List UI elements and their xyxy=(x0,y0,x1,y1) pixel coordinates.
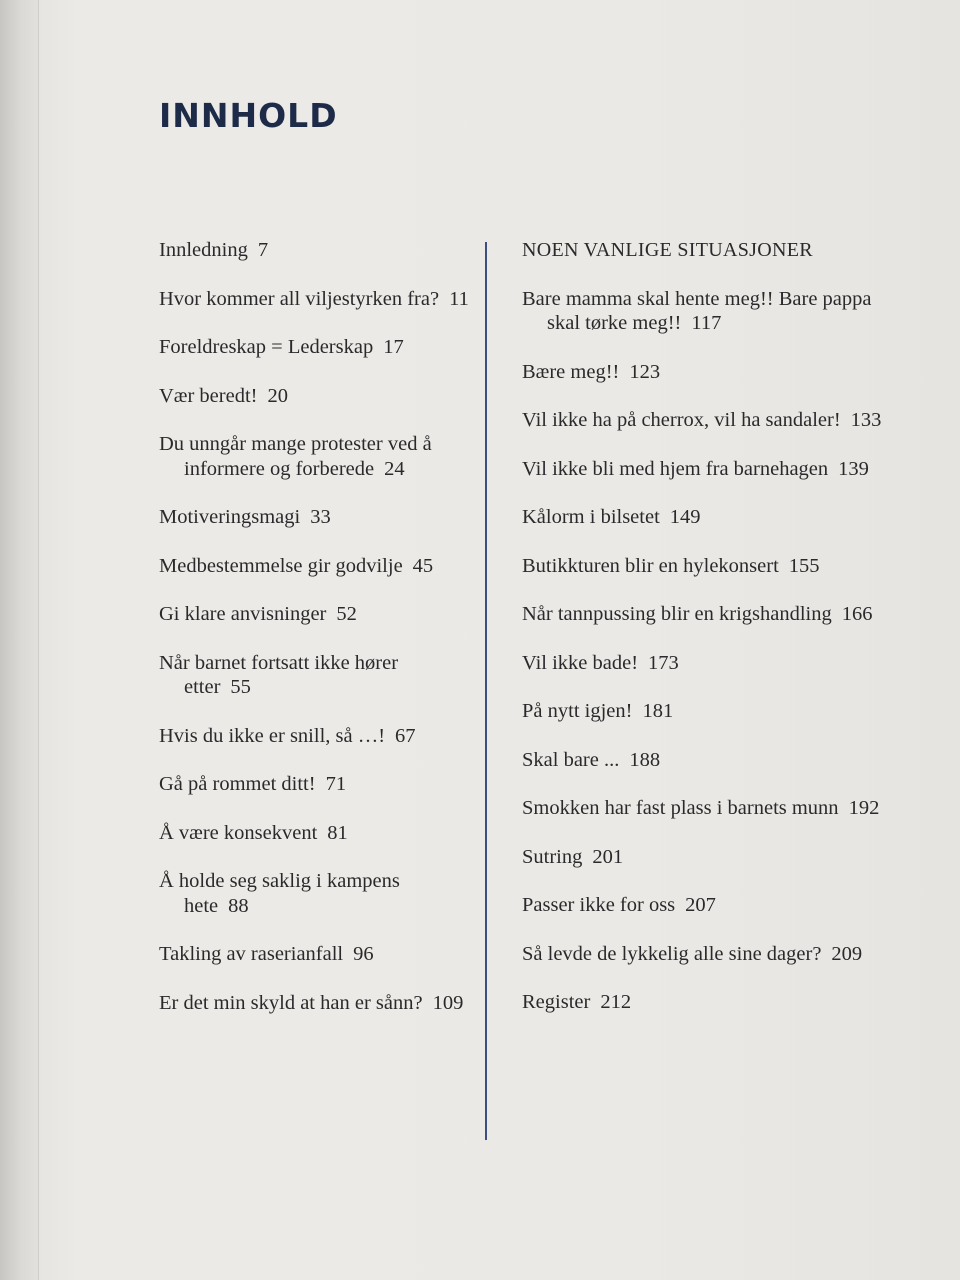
toc-entry xyxy=(159,287,469,312)
toc-entry xyxy=(522,457,882,482)
toc-entry xyxy=(159,554,469,579)
toc-entry-title: Smokken har fast plass i barnets munn xyxy=(522,797,839,819)
toc-entry-page: 117 xyxy=(691,312,722,334)
toc-entry-title: Så levde de lykkelig alle sine dager? xyxy=(522,942,822,965)
toc-entry xyxy=(159,602,469,627)
toc-entry xyxy=(159,238,469,263)
toc-entry-title: Foreldreskap = Lederskap xyxy=(159,336,374,358)
toc-entry xyxy=(522,505,882,530)
toc-entry-page: 209 xyxy=(831,942,863,965)
toc-entry-title: Hvis du ikke er snill, så …! xyxy=(159,724,386,747)
toc-entry-title: Gå på rommet ditt! xyxy=(159,773,316,795)
toc-entry xyxy=(522,845,882,870)
toc-entry-title: Bare mamma skal hente meg!! Bare pappa skal tørke meg!! xyxy=(522,287,872,334)
toc-entry-page: 67 xyxy=(395,724,416,747)
toc-entry xyxy=(159,991,469,1016)
toc-entry xyxy=(522,602,882,627)
book-page xyxy=(38,0,960,1280)
page-title: INNHOLD xyxy=(159,96,338,135)
toc-entry xyxy=(159,821,469,846)
toc-entry xyxy=(159,432,469,481)
toc-entry-page: 123 xyxy=(629,360,661,383)
toc-left-column xyxy=(159,238,469,1039)
toc-entry-page: 139 xyxy=(838,457,869,480)
toc-entry-page: 33 xyxy=(310,506,331,528)
toc-entry xyxy=(159,869,469,918)
toc-entry-page: 17 xyxy=(383,336,404,358)
toc-entry-page: 45 xyxy=(412,554,434,577)
toc-entry-page: 207 xyxy=(685,894,716,916)
toc-entry-page: 20 xyxy=(267,384,288,407)
toc-entry-page: 155 xyxy=(788,554,820,577)
toc-entry xyxy=(159,384,469,409)
toc-entry xyxy=(522,699,882,724)
toc-entry-title: Vær beredt! xyxy=(159,384,258,407)
toc-entry xyxy=(159,724,469,749)
toc-entry xyxy=(522,554,882,579)
toc-entry-title: Gi klare anvisninger xyxy=(159,603,327,625)
toc-entry-title: Medbestemmelse gir godvilje xyxy=(159,554,403,577)
toc-entry-title: Når barnet fortsatt ikke hører etter xyxy=(159,651,399,698)
toc-entry-page: 11 xyxy=(449,287,469,310)
toc-entry-title: Passer ikke for oss xyxy=(522,894,676,916)
toc-entry-title: Skal bare ... xyxy=(522,748,620,771)
toc-entry-title: Butikkturen blir en hylekonsert xyxy=(522,554,779,577)
toc-entry-title: Innledning xyxy=(159,239,248,261)
toc-entry-page: 201 xyxy=(592,845,624,868)
toc-entry xyxy=(522,287,882,336)
toc-entry-page: 52 xyxy=(336,603,357,625)
toc-entry-page: 188 xyxy=(629,748,661,771)
toc-entry-title: Du unngår mange protester ved å informere og forberede xyxy=(159,433,432,480)
toc-entry-page: 212 xyxy=(600,991,632,1013)
toc-entry-title: Register xyxy=(522,991,591,1013)
toc-entry-title: Kålorm i bilsetet xyxy=(522,506,660,528)
toc-entry xyxy=(159,772,469,797)
toc-entry-title: Vil ikke ha på cherrox, vil ha sandaler! xyxy=(522,409,841,431)
toc-entry-title: Er det min skyld at han er sånn? xyxy=(159,991,423,1014)
toc-entry-title: Motiveringsmagi xyxy=(159,506,301,528)
toc-entry-page: 24 xyxy=(384,457,405,480)
toc-right-list xyxy=(522,287,882,1015)
toc-entry-title: Sutring xyxy=(522,845,583,868)
toc-entry xyxy=(522,893,882,918)
toc-entry xyxy=(522,408,882,433)
toc-entry xyxy=(522,942,882,967)
toc-entry-page: 173 xyxy=(648,651,679,674)
toc-entry-page: 109 xyxy=(432,991,464,1014)
toc-entry xyxy=(522,651,882,676)
toc-entry xyxy=(159,651,469,700)
toc-entry xyxy=(522,796,882,821)
toc-entry-title: Bære meg!! xyxy=(522,360,620,383)
toc-entry-page: 181 xyxy=(642,700,674,722)
toc-entry xyxy=(522,360,882,385)
toc-entry-page: 81 xyxy=(327,821,348,844)
toc-entry-title: Å være konsekvent xyxy=(159,821,318,844)
toc-entry xyxy=(522,748,882,773)
toc-entry-title: Vil ikke bade! xyxy=(522,651,639,674)
toc-entry-page: 55 xyxy=(230,676,251,698)
toc-entry xyxy=(159,942,469,967)
toc-entry-page: 71 xyxy=(325,773,347,795)
toc-entry-page: 96 xyxy=(353,943,374,965)
toc-entry xyxy=(159,505,469,530)
toc-entry-title: Vil ikke bli med hjem fra barnehagen xyxy=(522,457,829,480)
toc-entry xyxy=(159,335,469,360)
toc-entry xyxy=(522,990,882,1015)
toc-entry-title: Hvor kommer all viljestyrken fra? xyxy=(159,287,440,310)
toc-entry-page: 88 xyxy=(228,894,249,917)
toc-entry-page: 166 xyxy=(841,603,873,625)
toc-entry-page: 133 xyxy=(850,409,882,431)
toc-entry-title: Når tannpussing blir en krigshandling xyxy=(522,603,832,625)
section-heading: NOEN VANLIGE SITUASJONER xyxy=(522,239,813,261)
toc-entry-page: 149 xyxy=(669,506,701,528)
toc-entry-title: Takling av raserianfall xyxy=(159,943,344,965)
toc-entry-page: 7 xyxy=(257,239,269,261)
toc-entry-title: På nytt igjen! xyxy=(522,700,633,722)
toc-right-column xyxy=(522,238,882,1039)
toc-entry-page: 192 xyxy=(848,797,880,819)
column-divider xyxy=(485,242,487,1140)
book-gutter xyxy=(0,0,38,1280)
toc-entry-title: Å holde seg saklig i kampens hete xyxy=(159,870,400,917)
